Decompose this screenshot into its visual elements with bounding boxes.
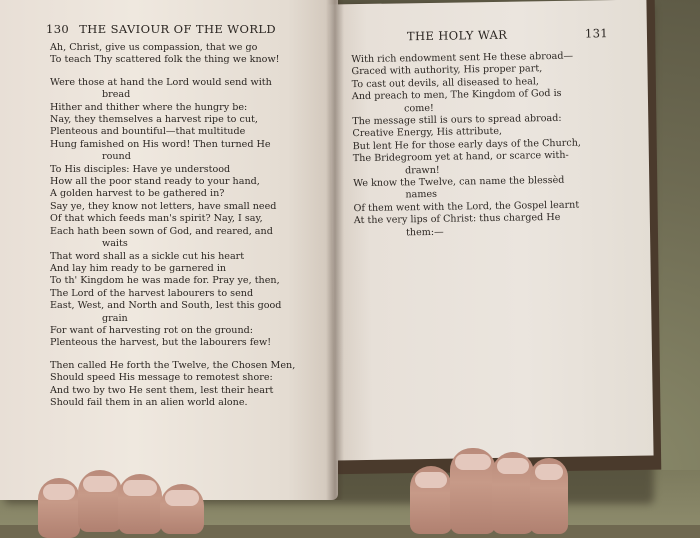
verse-line: With rich endowment sent He these abroad—	[351, 50, 574, 66]
verse-line: grain	[102, 312, 128, 324]
verse-line: To th' Kingdom he was made for. Pray ye, then,	[50, 275, 280, 287]
finger-left-3	[118, 474, 162, 534]
verse-line: drawn!	[404, 164, 440, 176]
verse-line: The Lord of the harvest labourers to send	[50, 287, 254, 299]
left-page	[0, 0, 338, 500]
verse-line: To teach Thy scattered folk the thing we know!	[50, 54, 280, 66]
verse-line: We know the Twelve, can name the blessèd	[353, 174, 565, 190]
stanza	[50, 42, 320, 67]
finger-right-4	[530, 458, 568, 534]
stanza	[50, 360, 320, 410]
verse-line: Say ye, they know not letters, have small need	[50, 200, 277, 212]
right-page-number: 131	[584, 26, 609, 41]
verse-line: bread	[102, 89, 131, 101]
verse-line: For want of harvesting rot on the ground:	[50, 324, 254, 336]
finger-left-4	[160, 484, 204, 534]
verse-line: To His disciples: Have ye understood	[50, 163, 231, 175]
verse-line: come!	[403, 102, 434, 114]
verse-line: Ah, Christ, give us compassion, that we go	[50, 42, 258, 53]
finger-right-2	[450, 448, 496, 534]
verse-line: That word shall as a sickle cut his heart	[50, 250, 245, 262]
verse-line: A golden harvest to be gathered in?	[50, 188, 225, 200]
verse-line: The message still is ours to spread abroad:	[352, 112, 562, 128]
verse-line: And preach to men, The Kingdom of God is	[351, 88, 562, 103]
finger-right-1	[410, 466, 452, 534]
verse-line: How all the poor stand ready to your hand,	[50, 176, 260, 188]
book-gutter	[326, 0, 344, 500]
verse-line: Each hath been sown of God, and reared, and	[50, 225, 273, 237]
finger-right-3	[492, 452, 534, 534]
right-page	[328, 0, 653, 460]
verse-line: Creative Energy, His attribute,	[352, 126, 503, 140]
verse-line: names	[405, 189, 438, 201]
verse-line: Nay, they themselves a harvest ripe to cut,	[50, 114, 258, 126]
verse-line: Plenteous and bountiful—that multitude	[50, 126, 246, 138]
finger-left-1	[38, 478, 80, 538]
verse-line: At the very lips of Christ: thus charged He	[353, 212, 561, 227]
right-running-head: THE HOLY WAR	[406, 27, 508, 44]
verse-line: Should fail them in an alien world alone.	[50, 396, 248, 408]
verse-line: The Bridegroom yet at hand, or scarce with-	[352, 150, 569, 165]
right-running-header	[406, 26, 609, 44]
left-page-number: 130	[46, 22, 70, 36]
verse-line: waits	[102, 238, 128, 250]
stanza	[50, 77, 320, 350]
verse-line: Of that which feeds man's spirit? Nay, I say,	[50, 213, 263, 225]
verse-line: And lay him ready to be garnered in	[50, 262, 227, 274]
verse-line: Should speed His message to remotest shore:	[50, 372, 273, 384]
verse-line: And two by two He sent them, lest their heart	[50, 384, 274, 396]
verse-line: Hither and thither where the hungry be:	[50, 101, 248, 113]
verse-line: To cast out devils, all diseased to heal,	[351, 76, 540, 90]
finger-left-2	[78, 470, 122, 532]
verse-line: round	[102, 151, 131, 163]
stanza	[351, 50, 624, 240]
verse-line: But lent He for those early days of the Church,	[352, 137, 582, 153]
left-running-header	[46, 22, 276, 36]
verse-line: Graced with authority, His proper part,	[351, 63, 543, 78]
right-page-text	[351, 50, 624, 250]
verse-line: Then called He forth the Twelve, the Chosen Men,	[50, 359, 296, 371]
verse-line: Were those at hand the Lord would send with	[50, 76, 272, 88]
verse-line: them:—	[405, 226, 444, 239]
left-running-head: THE SAVIOUR OF THE WORLD	[79, 22, 277, 36]
verse-line: Hung famished on His word! Then turned He	[50, 138, 271, 150]
verse-line: East, West, and North and South, lest this good	[50, 300, 282, 312]
verse-line: Plenteous the harvest, but the labourers few!	[50, 337, 272, 349]
left-page-text	[50, 42, 320, 419]
verse-line: Of them went with the Lord, the Gospel learnt	[353, 199, 580, 215]
